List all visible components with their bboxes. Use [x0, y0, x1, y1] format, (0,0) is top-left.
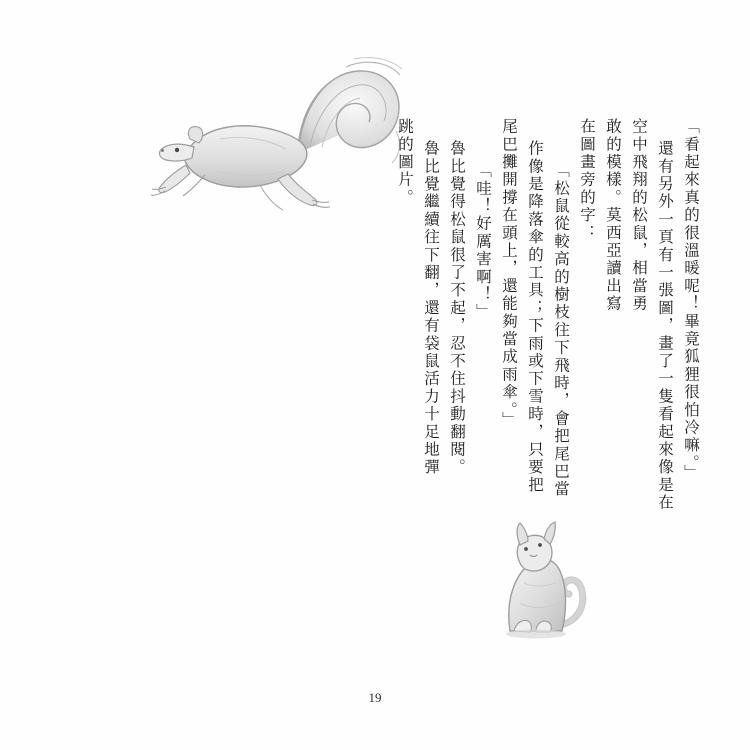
- text-line: 魯比覺得松鼠很了不起，忍不住抖動翻閱。: [448, 140, 466, 477]
- flying-squirrel-icon: [150, 55, 414, 240]
- text-line: 魯比覺繼續往下翻，還有袋鼠活力十足地彈: [422, 140, 440, 477]
- text-line: 「哇！好厲害啊！」: [474, 162, 492, 322]
- body-text-block: [386, 118, 698, 658]
- text-line: 跳的圖片。: [396, 118, 414, 207]
- text-line: 「松鼠從較高的樹枝往下飛時，會把尾巴當: [552, 162, 570, 499]
- flying-squirrel-illustration: [150, 55, 414, 240]
- text-line: 在圖畫旁的字：: [578, 118, 596, 242]
- text-line: 作像是降落傘的工具；下雨或下雪時，只要把: [526, 140, 544, 494]
- text-line: 空中飛翔的松鼠，相當勇: [630, 118, 648, 313]
- text-line: 尾巴攤開撐在頭上，還能夠當成雨傘。」: [500, 118, 518, 429]
- page-number: 19: [368, 690, 382, 705]
- text-line: 還有另外一頁有一張圖，畫了一隻看起來像是在: [656, 140, 674, 512]
- text-line: 敢的模樣。莫西亞讀出寫: [604, 118, 622, 313]
- text-line: 「看起來真的很溫暖呢！畢竟狐狸很怕冷嘛。」: [682, 118, 700, 482]
